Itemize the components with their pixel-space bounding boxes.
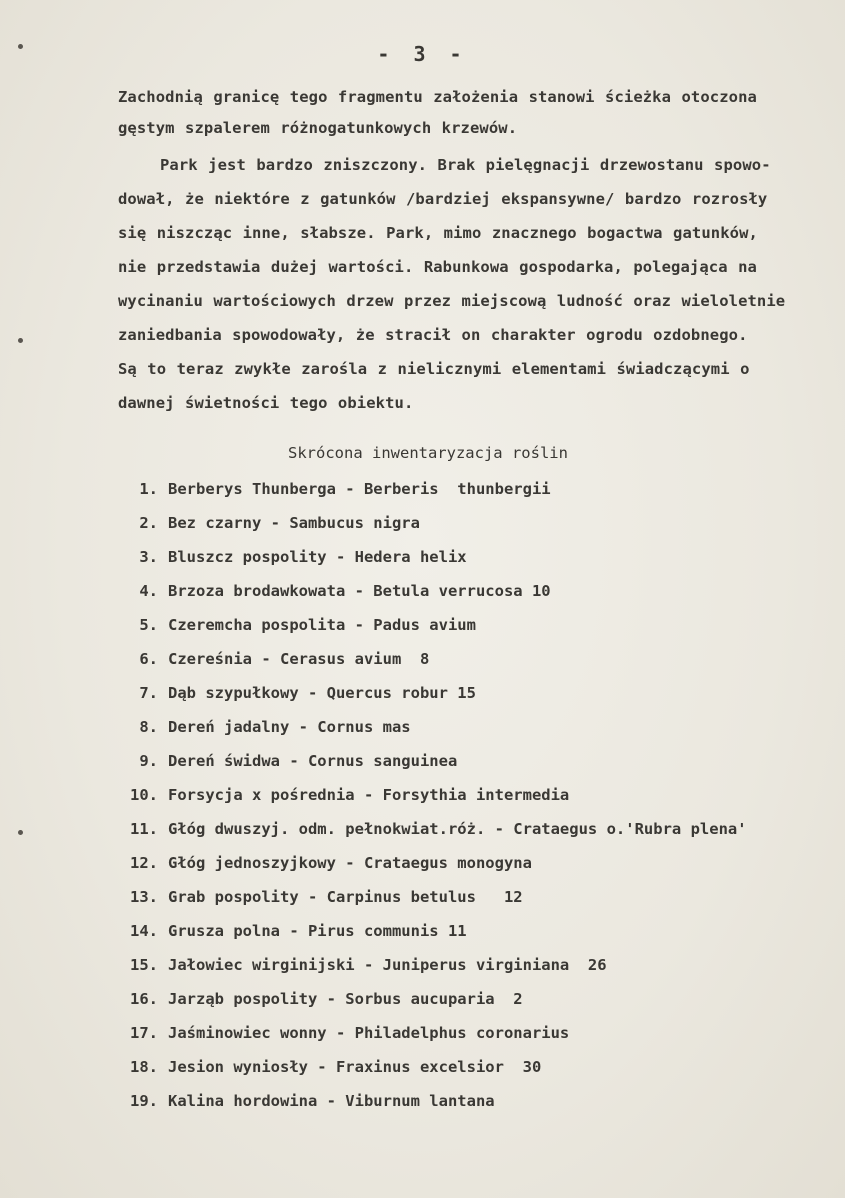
inventory-item-number: 19. <box>130 1092 158 1110</box>
inventory-item-number: 13. <box>130 888 158 906</box>
paragraph-line: Są to teraz zwykłe zarośla z nielicznymi elementami świadczącymi o <box>118 360 750 378</box>
inventory-item-number: 7. <box>139 684 158 702</box>
inventory-item <box>118 956 607 974</box>
inventory-item-text: Jarząb pospolity - Sorbus aucuparia 2 <box>168 990 523 1008</box>
inventory-item-text: Brzoza brodawkowata - Betula verrucosa 10 <box>168 582 551 600</box>
inventory-item-text: Dąb szypułkowy - Quercus robur 15 <box>168 684 476 702</box>
paragraph-line: gęstym szpalerem różnogatunkowych krzewów. <box>118 119 518 137</box>
inventory-item-text: Bez czarny - Sambucus nigra <box>168 514 420 532</box>
inventory-item <box>118 650 429 668</box>
paragraph-line: nie przedstawia dużej wartości. Rabunkowa gospodarka, polegająca na <box>118 258 757 276</box>
paragraph-line: wycinaniu wartościowych drzew przez miejscową ludność oraz wieloletnie <box>118 292 786 310</box>
inventory-item <box>118 616 476 634</box>
inventory-item <box>118 854 532 872</box>
inventory-item-text: Grusza polna - Pirus communis 11 <box>168 922 467 940</box>
inventory-item-text: Kalina hordowina - Viburnum lantana <box>168 1092 495 1110</box>
inventory-item-number: 9. <box>139 752 158 770</box>
inventory-item-text: Bluszcz pospolity - Hedera helix <box>168 548 467 566</box>
inventory-item <box>118 582 551 600</box>
inventory-item <box>118 548 467 566</box>
inventory-item-number: 17. <box>130 1024 158 1042</box>
inventory-item-number: 2. <box>139 514 158 532</box>
inventory-item <box>118 718 411 736</box>
inventory-item-number: 6. <box>139 650 158 668</box>
punch-hole-mark <box>18 830 23 835</box>
punch-hole-mark <box>18 338 23 343</box>
inventory-item-number: 16. <box>130 990 158 1008</box>
inventory-item-text: Forsycja x pośrednia - Forsythia intermedia <box>168 786 570 804</box>
page-number: - 3 - <box>377 42 468 66</box>
inventory-item-text: Jałowiec wirginijski - Juniperus virginiana 26 <box>168 956 607 974</box>
inventory-item <box>118 990 523 1008</box>
inventory-item <box>118 1092 495 1110</box>
inventory-item-text: Berberys Thunberga - Berberis thunbergii <box>168 480 551 498</box>
paragraph-line: Park jest bardzo zniszczony. Brak pielęgnacji drzewostanu spowo- <box>160 156 771 174</box>
paragraph-line: Zachodnią granicę tego fragmentu założenia stanowi ścieżka otoczona <box>118 88 757 106</box>
inventory-item-text: Dereń świdwa - Cornus sanguinea <box>168 752 458 770</box>
inventory-item <box>118 514 420 532</box>
paragraph-line: zaniedbania spowodowały, że stracił on charakter ogrodu ozdobnego. <box>118 326 748 344</box>
inventory-item-text: Czeremcha pospolita - Padus avium <box>168 616 476 634</box>
inventory-item-number: 4. <box>139 582 158 600</box>
inventory-item <box>118 1058 541 1076</box>
inventory-item-number: 15. <box>130 956 158 974</box>
inventory-item-number: 10. <box>130 786 158 804</box>
inventory-item-text: Głóg jednoszyjkowy - Crataegus monogyna <box>168 854 532 872</box>
inventory-item <box>118 752 457 770</box>
inventory-item <box>118 480 551 498</box>
inventory-heading: Skrócona inwentaryzacja roślin <box>288 444 568 462</box>
inventory-item <box>118 684 476 702</box>
inventory-item <box>118 1024 569 1042</box>
inventory-item-number: 1. <box>139 480 158 498</box>
inventory-item-text: Jaśminowiec wonny - Philadelphus coronarius <box>168 1024 570 1042</box>
inventory-item-number: 3. <box>139 548 158 566</box>
inventory-item-text: Czereśnia - Cerasus avium 8 <box>168 650 430 668</box>
inventory-item-number: 11. <box>130 820 158 838</box>
inventory-item <box>118 820 747 838</box>
inventory-item-text: Grab pospolity - Carpinus betulus 12 <box>168 888 523 906</box>
paragraph-line: się niszcząc inne, słabsze. Park, mimo znacznego bogactwa gatunków, <box>118 224 758 242</box>
inventory-item-text: Głóg dwuszyj. odm. pełnokwiat.róż. - Crataegus o.'Rubra plena' <box>168 820 747 838</box>
inventory-item-text: Jesion wyniosły - Fraxinus excelsior 30 <box>168 1058 542 1076</box>
inventory-item-text: Dereń jadalny - Cornus mas <box>168 718 411 736</box>
inventory-item-number: 12. <box>130 854 158 872</box>
inventory-item <box>118 786 569 804</box>
paragraph-line: dował, że niektóre z gatunków /bardziej ekspansywne/ bardzo rozrosły <box>118 190 768 208</box>
inventory-item <box>118 888 523 906</box>
inventory-item <box>118 922 467 940</box>
paragraph-line: dawnej świetności tego obiektu. <box>118 394 414 412</box>
inventory-item-number: 14. <box>130 922 158 940</box>
inventory-item-number: 5. <box>139 616 158 634</box>
inventory-item-number: 18. <box>130 1058 158 1076</box>
inventory-item-number: 8. <box>139 718 158 736</box>
